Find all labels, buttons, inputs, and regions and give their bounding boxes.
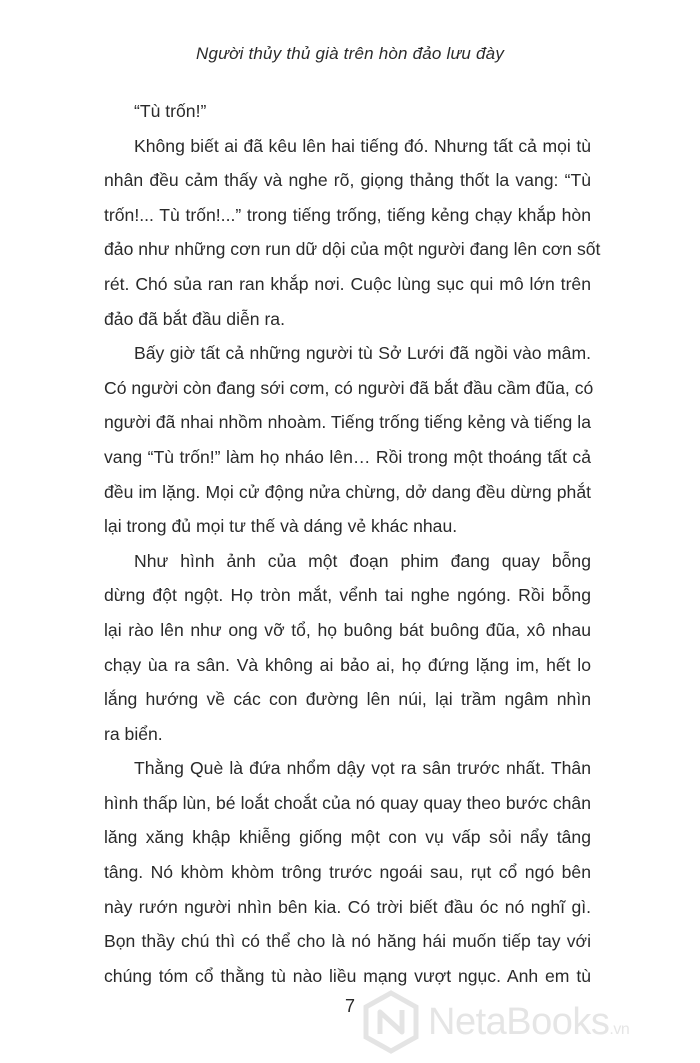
text-line: dừng đột ngột. Họ tròn mắt, vểnh tai nghe ngóng. Rồi bỗng xyxy=(104,585,591,606)
text-line: Bấy giờ tất cả những người tù Sở Lưới đã ngồi vào mâm. xyxy=(134,343,591,364)
text-line: lại rào lên như ong vỡ tổ, họ buông bát buông đũa, xô nhau xyxy=(104,619,591,640)
text-line: vang “Tù trốn!” làm họ nháo lên… Rồi trong một thoáng tất cả xyxy=(104,446,591,467)
text-line: rét. Chó sủa ran ran khắp nơi. Cuộc lùng sục qui mô lớn trên xyxy=(104,273,591,294)
watermark-text xyxy=(428,1001,629,1044)
text-line: chạy ùa ra sân. Và không ai bảo ai, họ đứng lặng im, hết lo xyxy=(104,654,591,675)
text-line: ra biển. xyxy=(104,723,163,744)
text-line: chúng tóm cổ thằng tù nào liều mạng vượt ngục. Anh em tù xyxy=(104,965,591,986)
watermark-suffix: .vn xyxy=(609,1020,630,1038)
netabooks-logo-icon xyxy=(362,990,420,1054)
text-line: đều im lặng. Mọi cử động nửa chừng, dở dang đều dừng phắt xyxy=(104,481,591,502)
body-text xyxy=(104,94,601,993)
text-line: trốn!... Tù trốn!...” trong tiếng trống, tiếng kẻng chạy khắp hòn xyxy=(104,204,591,225)
text-line: Bọn thầy chú thì có thể cho là nó hăng hái muốn tiếp tay với xyxy=(104,931,591,952)
text-line: nhân đều cảm thấy và nghe rõ, giọng thảng thốt la vang: “Tù xyxy=(104,170,591,191)
text-line: Không biết ai đã kêu lên hai tiếng đó. Nhưng tất cả mọi tù xyxy=(134,135,591,156)
text-line: “Tù trốn!” xyxy=(134,101,207,121)
running-header: Người thủy thủ già trên hòn đảo lưu đày xyxy=(195,44,505,63)
text-line: Thằng Què là đứa nhổm dậy vọt ra sân trước nhất. Thân xyxy=(134,758,591,779)
text-line: đảo như những cơn run dữ dội của một người đang lên cơn sốt xyxy=(104,239,601,260)
text-line: Như hình ảnh của một đoạn phim đang quay bỗng xyxy=(134,550,591,571)
page-number: 7 xyxy=(344,996,355,1016)
text-line: lại trong đủ mọi tư thế và dáng vẻ khác nhau. xyxy=(104,516,458,537)
text-line: hình thấp lùn, bé loắt choắt của nó quay quay theo bước chân xyxy=(104,792,591,813)
text-line: đảo đã bắt đầu diễn ra. xyxy=(104,308,285,329)
watermark-brand: NetaBooks xyxy=(428,1000,610,1043)
text-line: lăng xăng khập khiễng giống một con vụ vấp sỏi nẩy tâng xyxy=(104,827,591,848)
text-line: lắng hướng về các con đường lên núi, lại trầm ngâm nhìn xyxy=(104,689,591,710)
watermark-logo xyxy=(362,990,629,1054)
text-line: tâng. Nó khòm khòm trông trước ngoái sau, rụt cổ ngó bên xyxy=(104,862,591,883)
text-line: người đã nhai nhồm nhoàm. Tiếng trống tiếng kẻng và tiếng la xyxy=(104,412,591,433)
text-line: này rướn người nhìn bên kia. Có trời biết đầu óc nó nghĩ gì. xyxy=(104,896,591,917)
text-line: Có người còn đang sới cơm, có người đã bắt đầu cầm đũa, có xyxy=(104,377,594,398)
